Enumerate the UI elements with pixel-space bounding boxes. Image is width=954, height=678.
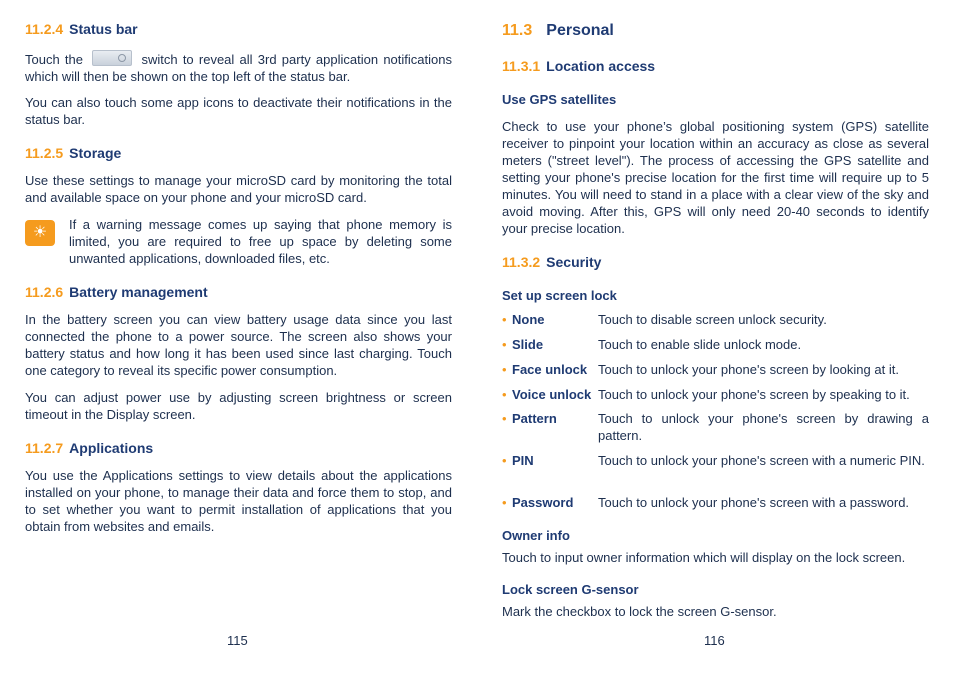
- heading-status-bar: 11.2.4 Status bar: [25, 21, 138, 37]
- storage-note: If a warning message comes up saying that phone memory is limited, you are required to free up space by deleting some unwanted applications, downloaded files, etc.: [69, 217, 452, 266]
- subheading-g-sensor: Lock screen G-sensor: [502, 582, 639, 597]
- heading-security: 11.3.2 Security: [502, 254, 602, 270]
- g-sensor-paragraph: Mark the checkbox to lock the screen G-sensor.: [502, 604, 777, 619]
- battery-paragraph-2: You can adjust power use by adjusting screen brightness or screen timeout in the Display screen.: [25, 390, 452, 422]
- heading-personal: 11.3 Personal: [502, 22, 614, 39]
- subheading-gps: Use GPS satellites: [502, 92, 617, 107]
- subheading-owner-info: Owner info: [502, 528, 570, 543]
- gps-paragraph: Check to use your phone’s global positioning system (GPS) satellite receiver to pinpoint your location within an accuracy as close as several meters ("street level"). The process of accessing the GPS satellite and setting your phone's precise location for the first time will require up to 5 minutes. You will need to stand in a place with a clear view of the sky and avoid moving. After this, GPS will only need 20-40 seconds to identify your precise location.: [502, 119, 929, 236]
- heading-applications: 11.2.7 Applications: [25, 440, 154, 456]
- owner-info-paragraph: Touch to input owner information which will display on the lock screen.: [502, 550, 906, 565]
- storage-paragraph: Use these settings to manage your microSD card by monitoring the total and available space on your phone and your microSD card.: [25, 173, 452, 205]
- heading-storage: 11.2.5 Storage: [25, 145, 122, 161]
- toggle-switch-icon: [92, 50, 132, 66]
- page-number: 115: [227, 633, 248, 648]
- battery-paragraph-1: In the battery screen you can view battery usage data since you last connected the phone to a power source. The screen also shows your battery status and how long it has been used since last charging. Touch one category to reveal its specific power consumption.: [25, 312, 452, 378]
- status-bar-paragraph-1: Touch the switch to reveal all 3rd party application notifications which will then be shown on the top left of the status bar.: [25, 52, 452, 84]
- status-bar-paragraph-2: You can also touch some app icons to deactivate their notifications in the status bar.: [25, 95, 452, 127]
- lightbulb-icon: ☀: [25, 220, 55, 246]
- applications-paragraph: You use the Applications settings to view details about the applications installed on your phone, to manage their data and force them to stop, and to set whether you want to permit installation of applications that you obtain from websites and emails.: [25, 468, 452, 534]
- heading-battery-management: 11.2.6 Battery management: [25, 284, 208, 300]
- subheading-screen-lock: Set up screen lock: [502, 288, 617, 303]
- heading-location-access: 11.3.1 Location access: [502, 58, 656, 74]
- page-number: 116: [704, 633, 725, 648]
